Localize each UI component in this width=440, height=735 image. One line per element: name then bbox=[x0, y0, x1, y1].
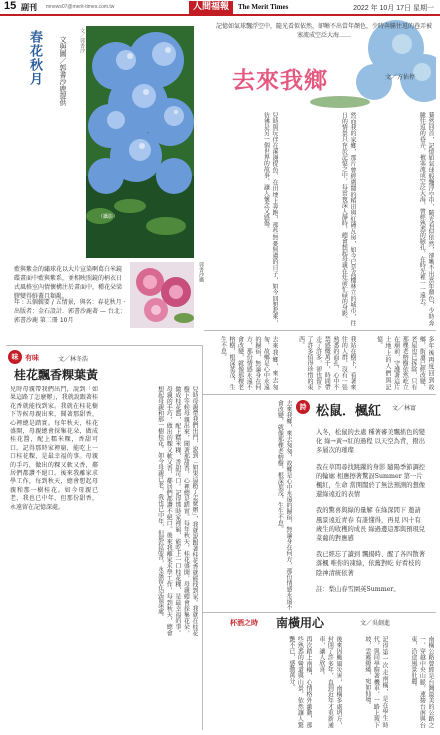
contact-email[interactable]: mnews07@merit-times.com.tw bbox=[46, 4, 115, 10]
story-title: 去來我鄉 bbox=[232, 67, 328, 94]
story-two-body: 兒時母親帶我們出門，說到「如果這路了怎麼辦」，我就說跟著桂花香就能找到家。我就在桂花樹下等候母親出來，聞著那甜香，心裡總是踏實。每年秋天，桂花盛開，母親總會採集花朵，做成桂花醬，配上糯米粿，香甜可口。記得那時家裡窮，能吃上一口桂花粿，是最幸福的事。母親的手巧，做出的粿又軟又香，鄰居們都讚不絕口。後來我離家求學工作，每到秋天，總會想起母親和那一樹桂花。如今母親已老，我也已中年，但那份甜香，永遠留在記憶深處。 bbox=[10, 386, 98, 511]
column-label-three: 杯酒之時 bbox=[230, 619, 258, 627]
newspaper-logo: 人間福報 bbox=[189, 1, 233, 14]
art-title: 春花秋月 bbox=[27, 30, 42, 86]
page-number: 15 bbox=[4, 0, 17, 12]
divider bbox=[204, 330, 436, 331]
story-intro: 記憶如氣球飄浮空中，隨光看似依然，卻晰不出當年顏色，少時奔騰往返的巷弄被塞流成空泛大海…… bbox=[215, 23, 432, 39]
column-label: 有味 bbox=[25, 354, 39, 362]
poem-stanza: 我已經忘了讀到 飄揚時、醒了各四散著落楓 唯你的凍綠，依舊對屹 好看枝的陰神清統依著 bbox=[316, 551, 426, 577]
divider bbox=[202, 345, 203, 730]
story-column-6: 去來我鄉，來去匆匆，故鄉是心中永遠的歸宿，無論身在何方，那份情感永遠不會改變，就像那棵老榕樹，根深葉茂，生生不息。 bbox=[219, 336, 278, 390]
rose-painting bbox=[130, 262, 194, 328]
art-description: 藍與紫金的繡球花以大片宣染啊葛白米鏡碟畫面中藍與紫系，並相映照鏡的柄衣日式風格室內情懷構注於畫面中，種花朵梁膠變得鮮蓋且類亂。 bbox=[14, 266, 123, 300]
story-three-column-1: 南橫公路曾經是台灣最美的公路之一，穿越中央山脈，連接台南與台東，沿途風景壯麗。 bbox=[409, 636, 434, 728]
poem-title: 松鼠．楓紅 bbox=[316, 404, 382, 419]
masthead-bar bbox=[0, 0, 440, 16]
story-two-continued: 兒時母親帶我們出門，說到「如果這路了怎麼辦」，我就說跟著桂花香就能找到家。我就在桂花樹下等候母親出來，聞著那甜香，心裡總是踏實。每年秋天，桂花盛開，母親總會採集花朵，做成桂花醬，配上糯米粿，香甜可口。記得那時家裡窮，能吃上一口桂花粿，是最幸福的事。母親的手巧，做出的粿又軟又香，鄰居們都讚不絕口。後來我離家求學工作，每到秋天，總會想起母親和那一樹桂花。如今母親已老，我也已中年，但那份甜香，永遠留在記憶深處。 bbox=[156, 386, 198, 636]
story-byline: 文／方佑停 bbox=[385, 74, 416, 81]
poem-stanza: 我在草間尋找跳躍的身影 隨陽季節調控的輪廓 相應擦著驚訝Summer 第一片楓紅，生命 當開闊於了無法預測的想像 還綠遠近的表情 bbox=[316, 463, 426, 499]
divider bbox=[202, 394, 436, 395]
story-column-2: 然而我的家鄉，那片曾經廣闊的稻田與紅磚瓦房，如今已是高樓林立的城市，往日的情景只存於記憶之中，每當夜深人靜時，總會想起母親在灶前忙碌的身影。 bbox=[340, 112, 356, 326]
section-name: 副刊 bbox=[21, 3, 37, 12]
story-two-side-column: 去來我鄉，來去匆匆，故鄉是心中永遠的歸宿，無論身在何方，那份情感永遠不會改變，就像那棵老榕樹，根深葉茂，生生不息。 bbox=[276, 400, 292, 610]
story-column-4: 多年後再度回到故鄉，街道已經改變，老屋也已拆除，只有那棵老榕樹依然屹立在廟前，守護著這片土地上的人們與記憶。 bbox=[375, 336, 434, 390]
rose-caption: 郭書沙攝 bbox=[198, 262, 204, 282]
side-caption: 文／郭書沙 bbox=[79, 28, 85, 53]
story-three-column-3: 後來因颱風災害，南橫多處坍方，封閉了許多年，直到近年才重新通車，讓人欣喜。 bbox=[317, 636, 342, 728]
photo-caption: （攝影） bbox=[98, 214, 119, 220]
story-three-author: 文／吳劍進 bbox=[360, 620, 391, 627]
newspaper-logo-en: The Merit Times bbox=[238, 3, 289, 11]
divider bbox=[202, 612, 436, 613]
issue-date: 2022 年 10月 17日 星期一 bbox=[353, 5, 434, 12]
poem-badge: 詩 bbox=[296, 400, 310, 414]
story-three-title: 南橫用心 bbox=[276, 616, 325, 630]
art-author: 文與圖／郭書沙鹿提供 bbox=[59, 36, 67, 106]
poem-author: 文／林甯 bbox=[392, 405, 417, 412]
divider bbox=[6, 345, 202, 346]
hydrangea-image bbox=[86, 26, 194, 258]
story-column-3: 兒時與玩伴在溪邊捉魚、在田埂上奔跑，那些無憂無慮的日子，如今回想起來，彷彿是另一個世界的故事，讓人懷念又感傷。 bbox=[262, 112, 278, 326]
story-two-title: 桂花飄香粿葉黃 bbox=[14, 368, 99, 382]
story-three-column-4: 再次踏上南橫，心情格外激動，那些熟悉的彎道與山景，依然讓人驚艷不已，感動萬分。 bbox=[287, 636, 312, 728]
book-info: 年 : 五個輯要 / 五情景，與名：春花秋月 · 出版者：金石設計．郭書沙鹿著 — 台北：郭書沙鹿 第二冊 10月 bbox=[14, 299, 126, 324]
poem-stanza: 入冬，松鼠的去處 種著審美飄搖色的變化 綠→黃→紅的過程 以天空為背，撥出多層次的璀璨 bbox=[316, 429, 426, 455]
rose-image bbox=[130, 262, 194, 328]
poem-note: 註：梨山春雪園英Summer。 bbox=[316, 585, 400, 593]
story-three-column-2: 記得第一次走南橫，是在學生時代，與同學騎著機車，一路上坡下坡，雲霧繚繞，宛如仙境。 bbox=[363, 636, 388, 728]
story-two-author: 文／林冬浩 bbox=[58, 356, 89, 363]
hydrangea-painting bbox=[86, 26, 194, 258]
story-column-1: 驀然回首，記憶如氣球般飄浮空中，隨光看似依然，卻晰不出當年顏色，少時奔騰往返的巷弄，被塞流成空泛大海，曾經熟悉的臉孔，在時光裡一一遠去。 bbox=[418, 112, 434, 326]
story-column-5: 我站在樹下，看著來往的人群，沒有一張熟悉的面孔，心中不禁感慨萬千，時間帶走了許多，卻也留下了許多值得珍惜的東西。 bbox=[297, 336, 356, 390]
poem-body bbox=[316, 428, 426, 601]
poem-stanza: 我的驚喜與綠的量解 在綠深間下 邀請風景遠近青春 有誰懂得，再見 四十有歲生的收穫的成長 綠過邊這那與預現兒菜葡的對應感 bbox=[316, 507, 426, 543]
column-badge: 味 bbox=[8, 350, 22, 364]
